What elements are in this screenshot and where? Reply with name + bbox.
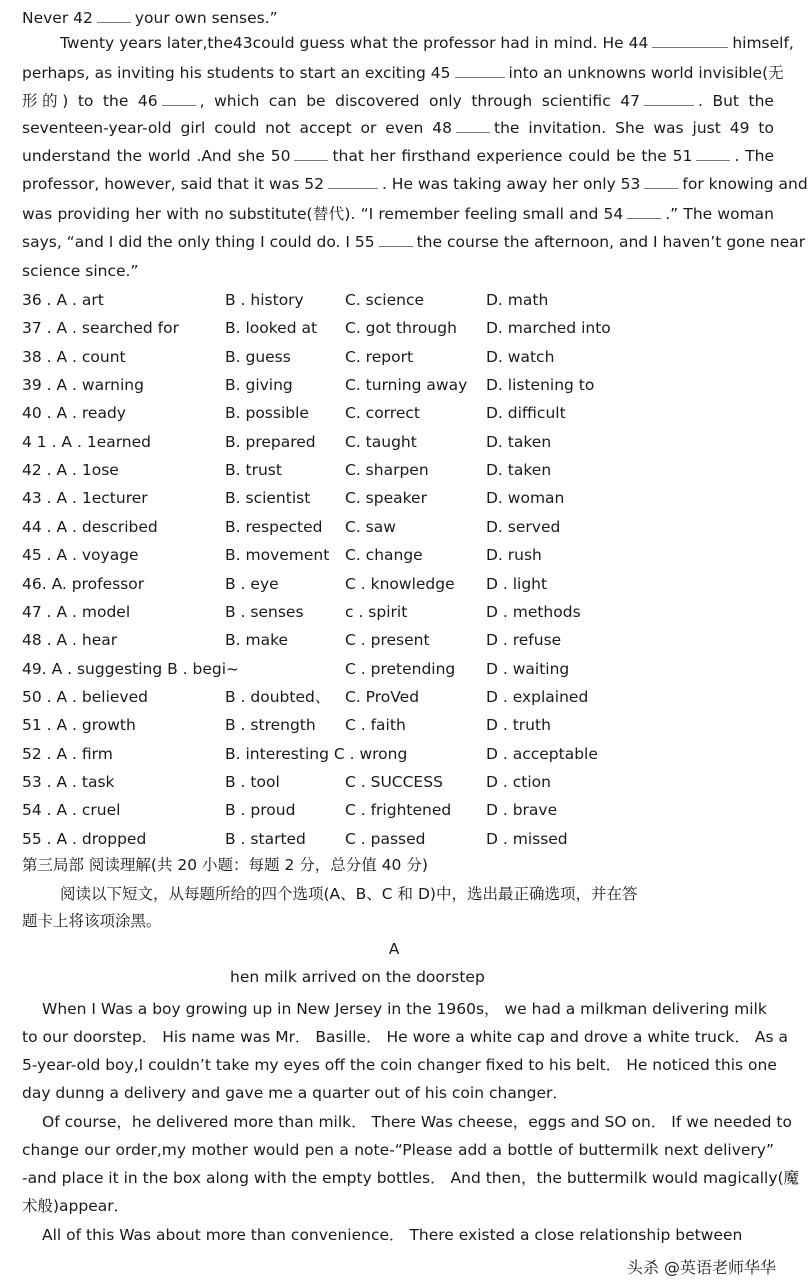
option-39-B: B. giving xyxy=(225,376,293,394)
cloze-line-10: science since.” xyxy=(22,262,139,280)
option-41-D: D. taken xyxy=(486,433,552,451)
option-43-C: C. speaker xyxy=(345,489,427,507)
option-49-A: 49. A . suggesting B . begi~ xyxy=(22,660,240,678)
option-37-C: C. got through xyxy=(345,319,457,337)
text: for knowing and xyxy=(682,175,808,193)
option-49-D: D . waiting xyxy=(486,660,570,678)
instruction-line-2: 题卡上将该项涂黑。 xyxy=(22,912,162,930)
passage-letter: A xyxy=(388,940,400,958)
cloze-line-4 xyxy=(22,91,774,111)
option-52-B: B. interesting C . wrong xyxy=(225,745,408,763)
option-41-A: 4 1 . A . 1earned xyxy=(22,433,152,451)
text: was providing her with no substitute(替代). “I remember feeling small and 54 xyxy=(22,205,624,223)
cloze-line-9 xyxy=(22,232,806,252)
text: . But the xyxy=(697,92,774,110)
option-46-D: D . light xyxy=(486,575,548,593)
p2-line-1: Of course，he delivered more than milk． There Was cheese，eggs and SO on． If we needed to xyxy=(42,1113,792,1131)
option-39-C: C. turning away xyxy=(345,376,468,394)
option-41-C: C. taught xyxy=(345,433,417,451)
option-43-B: B. scientist xyxy=(225,489,311,507)
option-38-D: D. watch xyxy=(486,348,555,366)
blank xyxy=(294,148,328,161)
option-53-C: C . SUCCESS xyxy=(345,773,443,791)
option-55-C: C . passed xyxy=(345,830,426,848)
text: .” The woman xyxy=(665,205,774,223)
text: Never 42 xyxy=(22,9,93,27)
option-40-B: B. possible xyxy=(225,404,309,422)
cloze-line-8 xyxy=(22,204,774,224)
option-50-B: B . doubted、 xyxy=(225,688,331,706)
option-40-A: 40 . A . ready xyxy=(22,404,126,422)
option-48-A: 48 . A . hear xyxy=(22,631,118,649)
option-36-A: 36 . A . art xyxy=(22,291,104,309)
watermark: 头杀 @英语老师华华 xyxy=(626,1258,776,1277)
option-50-C: C. ProVed xyxy=(345,688,420,706)
text: understand the world .And she 50 xyxy=(22,147,291,165)
text: Twenty years later,the43could guess what the professor had in mind. He 44 xyxy=(60,34,649,52)
option-45-B: B. movement xyxy=(225,546,330,564)
option-51-A: 51 . A . growth xyxy=(22,716,136,734)
option-55-B: B . started xyxy=(225,830,306,848)
text: into an unknowns world invisible(无 xyxy=(508,64,784,82)
option-52-D: D . acceptable xyxy=(486,745,598,763)
option-45-A: 45 . A . voyage xyxy=(22,546,139,564)
option-47-D: D . methods xyxy=(486,603,581,621)
option-46-C: C . knowledge xyxy=(345,575,455,593)
blank xyxy=(456,120,490,133)
option-46-A: 46. A. professor xyxy=(22,575,145,593)
p2-line-4: 术般)appear． xyxy=(22,1197,130,1215)
text: the invitation. She was just 49 to xyxy=(494,119,774,137)
text: seventeen-year-old girl could not accept or even 48 xyxy=(22,119,453,137)
option-54-D: D . brave xyxy=(486,801,558,819)
option-44-C: C. saw xyxy=(345,518,396,536)
text: . He was taking away her only 53 xyxy=(381,175,641,193)
option-38-A: 38 . A . count xyxy=(22,348,126,366)
cloze-line-6 xyxy=(22,146,774,166)
option-43-A: 43 . A . 1ecturer xyxy=(22,489,148,507)
option-42-D: D. taken xyxy=(486,461,552,479)
option-36-C: C. science xyxy=(345,291,424,309)
option-55-A: 55 . A . dropped xyxy=(22,830,147,848)
cloze-line-1 xyxy=(22,8,278,28)
option-36-B: B . history xyxy=(225,291,304,309)
option-39-A: 39 . A . warning xyxy=(22,376,144,394)
blank xyxy=(627,206,661,219)
p1-line-3: 5-year-old boy,I couldn’t take my eyes off the coin changer fixed to his belt． He noticed this one xyxy=(22,1056,777,1074)
cloze-line-2 xyxy=(60,33,794,53)
option-48-D: D . refuse xyxy=(486,631,562,649)
text: as inviting his students to start an exciting 45 xyxy=(94,64,451,82)
option-43-D: D. woman xyxy=(486,489,565,507)
option-44-B: B. respected xyxy=(225,518,323,536)
option-40-D: D. difficult xyxy=(486,404,566,422)
option-42-B: B. trust xyxy=(225,461,282,479)
option-47-A: 47 . A . model xyxy=(22,603,131,621)
option-53-B: B . tool xyxy=(225,773,280,791)
p2-line-2: change our order,my mother would pen a note-“Please add a bottle of buttermilk next delivery” xyxy=(22,1141,774,1159)
option-40-C: C. correct xyxy=(345,404,420,422)
option-46-B: B . eye xyxy=(225,575,279,593)
option-38-C: C. report xyxy=(345,348,414,366)
option-48-C: C . present xyxy=(345,631,430,649)
option-42-A: 42 . A . 1ose xyxy=(22,461,119,479)
p1-line-4: day dunng a delivery and gave me a quarter out of his coin changer． xyxy=(22,1084,568,1102)
option-51-C: C . faith xyxy=(345,716,406,734)
cloze-line-7 xyxy=(22,174,808,194)
instruction-line-1: 阅读以下短文，从每题所给的四个选项(A、B、C 和 D)中，选出最正确选项，并在答 xyxy=(60,885,638,903)
option-49-C: C . pretending xyxy=(345,660,456,678)
option-44-A: 44 . A . described xyxy=(22,518,158,536)
blank xyxy=(644,93,694,106)
option-42-C: C. sharpen xyxy=(345,461,429,479)
cloze-line-5 xyxy=(22,118,774,138)
blank xyxy=(696,148,730,161)
option-48-B: B. make xyxy=(225,631,289,649)
blank xyxy=(328,176,378,189)
text: the course the afternoon, and I haven’t gone near xyxy=(416,233,806,251)
option-44-D: D. served xyxy=(486,518,561,536)
option-47-C: c . spirit xyxy=(345,603,408,621)
p1-line-2: to our doorstep． His name was Mr． Basille． He wore a white cap and drove a white truck． As a xyxy=(22,1028,789,1046)
text: your own senses.” xyxy=(134,9,278,27)
p3-line-1: All of this Was about more than convenience． There existed a close relationship between xyxy=(42,1226,743,1244)
text: , which can be discovered only through scientific 47 xyxy=(199,92,640,110)
p1-line-1: When I Was a boy growing up in New Jersey in the 1960s， we had a milkman delivering milk xyxy=(42,1000,767,1018)
option-55-D: D . missed xyxy=(486,830,568,848)
option-36-D: D. math xyxy=(486,291,549,309)
option-47-B: B . senses xyxy=(225,603,304,621)
text: himself, xyxy=(732,34,794,52)
text: perhaps, xyxy=(22,64,90,82)
blank xyxy=(379,234,413,247)
text: says, “and I did the only thing I could do. I 55 xyxy=(22,233,375,251)
text: 形的) to the 46 xyxy=(22,92,158,110)
p2-line-3: -and place it in the box along with the empty bottles． And then，the buttermilk would magically(魔 xyxy=(22,1169,800,1187)
option-53-A: 53 . A . task xyxy=(22,773,115,791)
blank xyxy=(97,10,131,23)
option-45-D: D. rush xyxy=(486,546,542,564)
option-51-B: B . strength xyxy=(225,716,316,734)
option-39-D: D. listening to xyxy=(486,376,595,394)
section-heading: 第三局部 阅读理解(共 20 小题：每题 2 分，总分值 40 分) xyxy=(22,856,428,874)
option-38-B: B. guess xyxy=(225,348,291,366)
passage-title: hen milk arrived on the doorstep xyxy=(230,968,485,986)
blank xyxy=(455,65,505,78)
option-45-C: C. change xyxy=(345,546,423,564)
option-51-D: D . truth xyxy=(486,716,551,734)
blank xyxy=(652,35,728,48)
text: that her firsthand experience could be the 51 xyxy=(332,147,693,165)
option-37-B: B. looked at xyxy=(225,319,318,337)
cloze-line-3 xyxy=(22,63,784,83)
option-54-B: B . proud xyxy=(225,801,296,819)
option-50-D: D . explained xyxy=(486,688,589,706)
option-53-D: D . ction xyxy=(486,773,551,791)
blank xyxy=(162,93,196,106)
text: . The xyxy=(734,147,775,165)
blank xyxy=(644,176,678,189)
option-41-B: B. prepared xyxy=(225,433,316,451)
option-54-A: 54 . A . cruel xyxy=(22,801,121,819)
option-54-C: C . frightened xyxy=(345,801,452,819)
option-50-A: 50 . A . believed xyxy=(22,688,148,706)
option-37-A: 37 . A . searched for xyxy=(22,319,179,337)
option-37-D: D. marched into xyxy=(486,319,611,337)
option-52-A: 52 . A . firm xyxy=(22,745,113,763)
text: professor, however, said that it was 52 xyxy=(22,175,324,193)
